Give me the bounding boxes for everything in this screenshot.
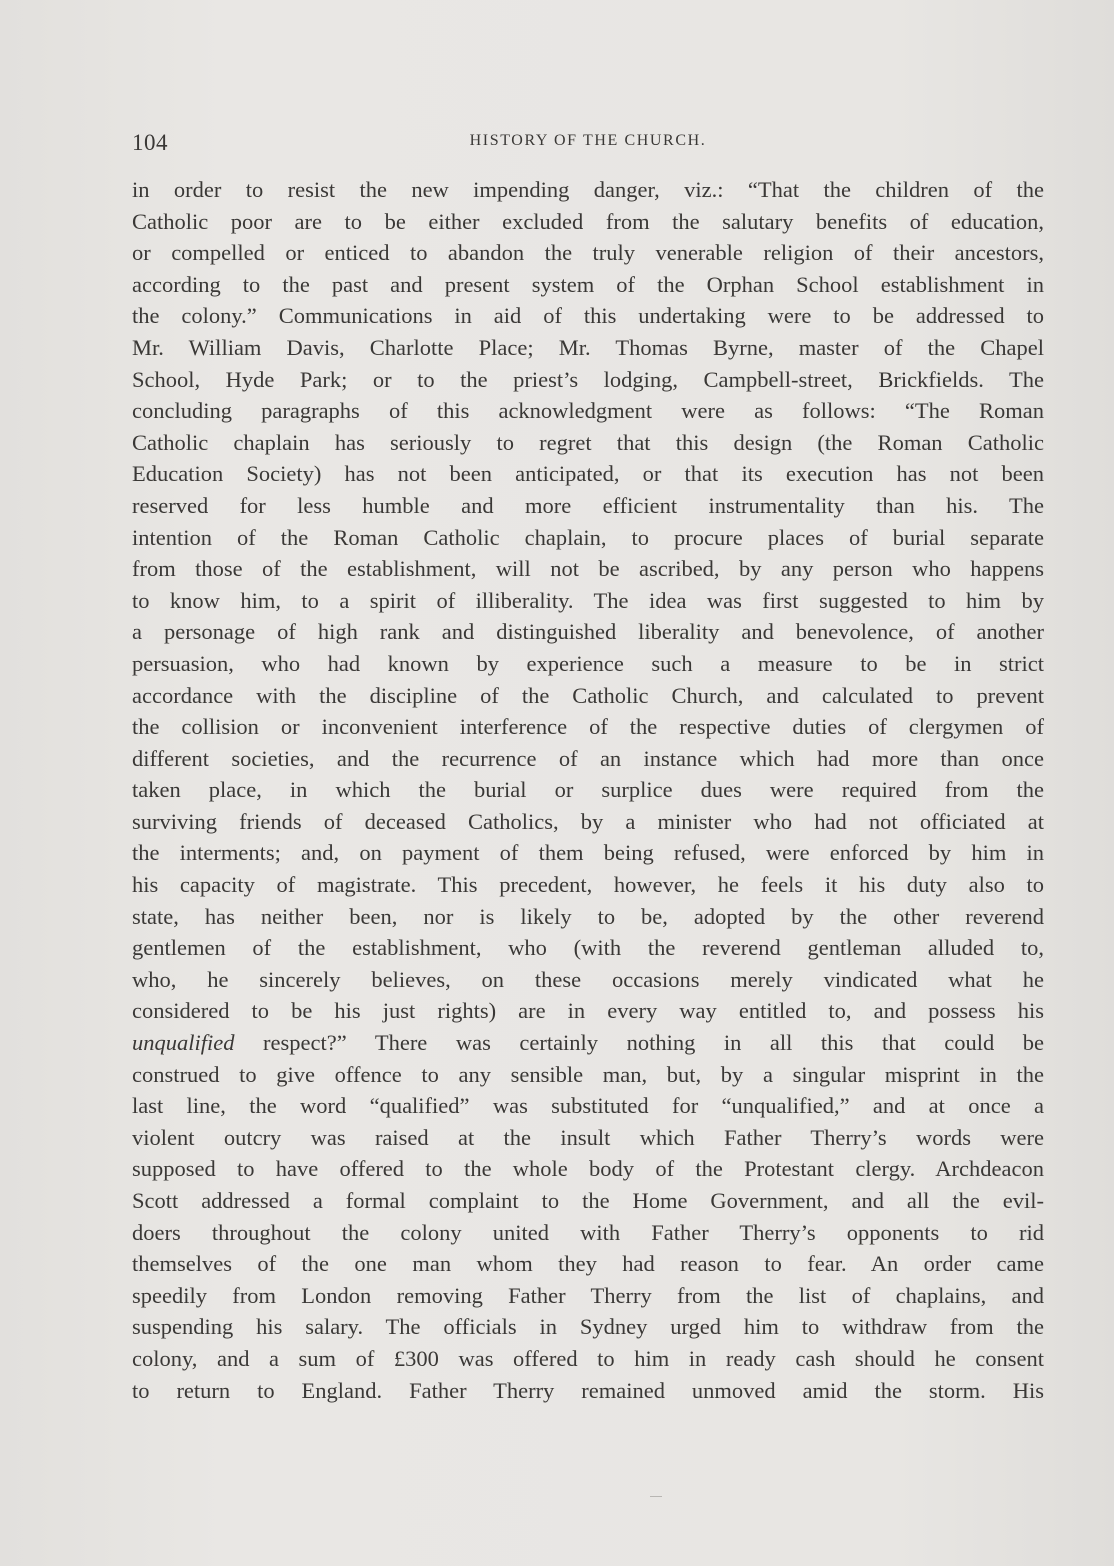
text-line: concluding paragraphs of this acknowledgment were as follows: “The Roman: [132, 398, 1044, 424]
text-line: from those of the establishment, will not be ascribed, by any person who happens: [132, 556, 1044, 582]
text-line: surviving friends of deceased Catholics, by a minister who had not officiated at: [132, 808, 1044, 834]
text-line: or compelled or enticed to abandon the truly venerable religion of their ancestors,: [132, 240, 1044, 266]
text-line: considered to be his just rights) are in every way entitled to, and possess his: [132, 998, 1044, 1024]
page-mark: [650, 1496, 662, 1497]
text-line: according to the past and present system of the Orphan School establishment in: [132, 271, 1044, 297]
text-line: themselves of the one man whom they had reason to fear. An order came: [132, 1251, 1044, 1277]
text-line: speedily from London removing Father Therry from the list of chaplains, and: [132, 1282, 1044, 1308]
text-line: intention of the Roman Catholic chaplain, to procure places of burial separate: [132, 524, 1044, 550]
text-line: Mr. William Davis, Charlotte Place; Mr. Thomas Byrne, master of the Chapel: [132, 334, 1044, 360]
page-number: 104: [132, 130, 168, 155]
text-line: Scott addressed a formal complaint to the Home Government, and all the evil-: [132, 1188, 1044, 1213]
text-line-italic-lead: [132, 1027, 1044, 1059]
text-line: in order to resist the new impending danger, viz.: “That the children of the: [132, 177, 1044, 202]
text-line: accordance with the discipline of the Catholic Church, and calculated to prevent: [132, 682, 1044, 708]
text-line: to return to England. Father Therry remained unmoved amid the storm. His: [132, 1377, 1044, 1403]
text-line: different societies, and the recurrence of an instance which had more than once: [132, 745, 1044, 771]
running-title: HISTORY OF THE CHURCH.: [469, 132, 707, 149]
text-line: Education Society) has not been anticipated, or that its execution has not been: [132, 461, 1044, 487]
line-remainder: respect?” There was certainly nothing in all this that could be: [234, 1030, 1044, 1056]
text-line: School, Hyde Park; or to the priest’s lodging, Campbell-street, Brickfields. The: [132, 366, 1044, 392]
text-line: taken place, in which the burial or surplice dues were required from the: [132, 777, 1044, 803]
text-line: supposed to have offered to the whole body of the Protestant clergy. Archdeacon: [132, 1156, 1044, 1182]
text-line: a personage of high rank and distinguished liberality and benevolence, of another: [132, 619, 1044, 645]
text-line: construed to give offence to any sensible man, but, by a singular misprint in the: [132, 1061, 1044, 1087]
italic-emphasis: unqualified: [132, 1030, 235, 1056]
body-text: [132, 174, 1044, 1406]
text-line: gentlemen of the establishment, who (with the reverend gentleman alluded to,: [132, 935, 1044, 961]
text-line: who, he sincerely believes, on these occasions merely vindicated what he: [132, 966, 1044, 992]
text-line: Catholic chaplain has seriously to regret that this design (the Roman Catholic: [132, 429, 1044, 455]
text-line: last line, the word “qualified” was substituted for “unqualified,” and at once a: [132, 1093, 1044, 1119]
text-line: suspending his salary. The officials in Sydney urged him to withdraw from the: [132, 1314, 1044, 1340]
text-line: doers throughout the colony united with Father Therry’s opponents to rid: [132, 1219, 1044, 1245]
text-line: the colony.” Communications in aid of this undertaking were to be addressed to: [132, 303, 1044, 329]
text-line: colony, and a sum of £300 was offered to him in ready cash should he consent: [132, 1345, 1044, 1371]
page-header: [132, 130, 1044, 160]
text-line: state, has neither been, nor is likely to be, adopted by the other reverend: [132, 903, 1044, 929]
text-line: violent outcry was raised at the insult which Father Therry’s words were: [132, 1124, 1044, 1150]
text-line: his capacity of magistrate. This precedent, however, he feels it his duty also to: [132, 872, 1044, 898]
text-line: reserved for less humble and more efficient instrumentality than his. The: [132, 492, 1044, 518]
text-line: the collision or inconvenient interference of the respective duties of clergymen of: [132, 714, 1044, 740]
text-line: persuasion, who had known by experience such a measure to be in strict: [132, 650, 1044, 676]
text-line: the interments; and, on payment of them being refused, were enforced by him in: [132, 840, 1044, 866]
text-line: to know him, to a spirit of illiberality. The idea was first suggested to him by: [132, 587, 1044, 613]
text-line: Catholic poor are to be either excluded from the salutary benefits of education,: [132, 208, 1044, 234]
